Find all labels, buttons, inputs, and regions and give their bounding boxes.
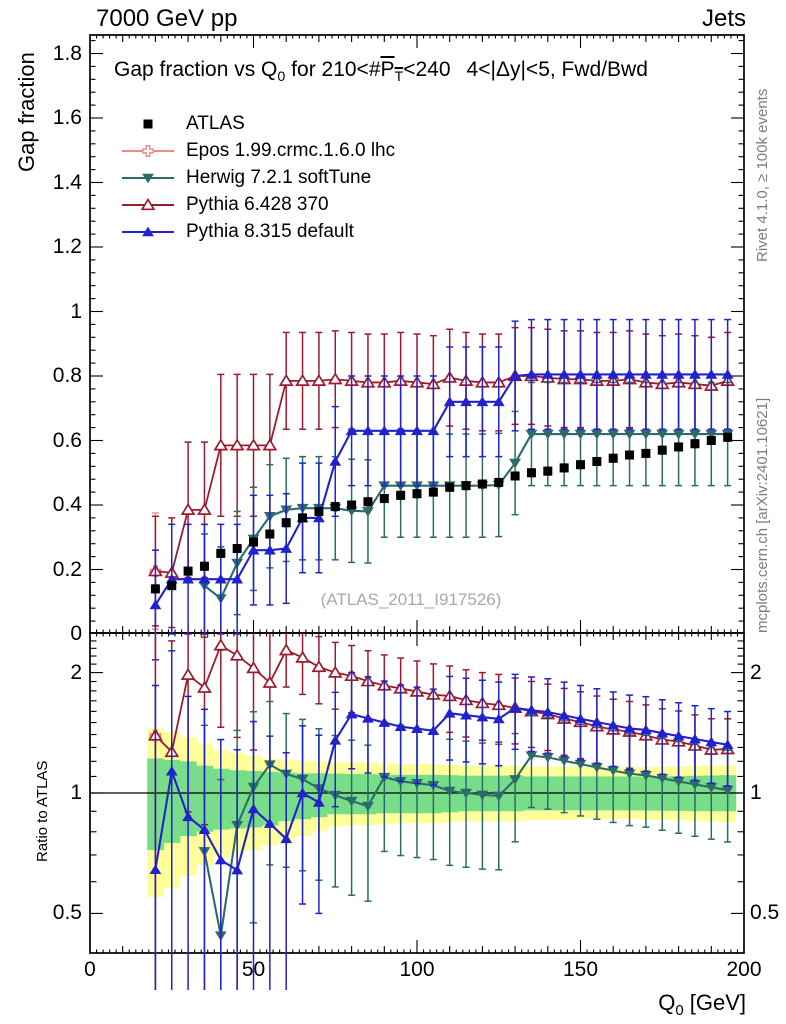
main-y-tick-label: 0.6 bbox=[52, 428, 82, 452]
main-y-tick-label: 1.2 bbox=[52, 235, 82, 258]
x-tick-label: 150 bbox=[562, 958, 599, 981]
main-y-tick-label: 1.4 bbox=[52, 170, 82, 194]
ratio-y-tick-label: 2 bbox=[70, 660, 82, 684]
y-axis-label: Gap fraction bbox=[14, 52, 39, 172]
legend-item-herwig bbox=[120, 164, 395, 191]
legend-label-herwig: Herwig 7.2.1 softTune bbox=[186, 166, 372, 188]
herwig-marker-icon bbox=[120, 167, 176, 189]
x-axis-label: $Q_0$ [GeV] bbox=[658, 990, 746, 1020]
analysis-id-watermark: (ATLAS_2011_I917526) bbox=[320, 590, 502, 609]
ratio-axis-label: Ratio to ATLAS bbox=[34, 760, 51, 862]
legend-label-atlas: ATLAS bbox=[186, 112, 245, 134]
atlas-marker-icon bbox=[120, 113, 176, 135]
ratio-y-tick-label: 1 bbox=[70, 781, 82, 804]
ratio-y-tick-label-right: 1 bbox=[750, 781, 762, 804]
main-y-tick-label: 1.8 bbox=[52, 41, 82, 65]
legend-item-pythia6 bbox=[120, 191, 395, 218]
legend-item-atlas bbox=[120, 110, 395, 137]
x-tick-label: 100 bbox=[399, 958, 435, 981]
legend-item-epos bbox=[120, 137, 395, 164]
legend-item-pythia8 bbox=[120, 218, 395, 245]
legend bbox=[120, 110, 395, 245]
epos-marker-icon bbox=[120, 140, 176, 162]
main-y-tick-label: 1 bbox=[70, 299, 82, 323]
process-label: Jets bbox=[701, 5, 746, 32]
beam-energy-label: 7000 GeV pp bbox=[96, 5, 238, 32]
x-tick-label: 0 bbox=[84, 958, 96, 981]
main-y-tick-label: 0 bbox=[70, 622, 82, 645]
ratio-y-tick-label-right: 0.5 bbox=[750, 901, 780, 925]
rivet-version-caption: Rivet 4.1.0, ≥ 100k events bbox=[754, 88, 771, 262]
ratio-y-tick-label: 0.5 bbox=[52, 901, 82, 925]
main-y-tick-label: 0.8 bbox=[52, 364, 82, 387]
mcplots-caption: mcplots.cern.ch [arXiv:2401.10621] bbox=[754, 397, 771, 633]
legend-label-pythia6: Pythia 6.428 370 bbox=[186, 193, 329, 215]
main-y-tick-label: 0.4 bbox=[52, 493, 82, 516]
ratio-y-tick-label-right: 2 bbox=[750, 660, 762, 684]
x-tick-label: 200 bbox=[726, 958, 762, 981]
x-tick-label: 50 bbox=[241, 958, 266, 981]
pythia6-marker-icon bbox=[120, 194, 176, 216]
legend-label-epos: Epos 1.99.crmc.1.6.0 lhc bbox=[186, 139, 396, 161]
main-y-tick-label: 1.6 bbox=[52, 106, 82, 129]
main-y-tick-label: 0.2 bbox=[52, 557, 82, 581]
pythia8-marker-icon bbox=[120, 221, 176, 243]
plot-title: Gap fraction vs $Q_0$ for $210<\#P_T<240$ 4<|Δy|<5, Fwd/Bwd bbox=[114, 58, 648, 85]
legend-label-pythia8: Pythia 8.315 default bbox=[186, 220, 354, 242]
